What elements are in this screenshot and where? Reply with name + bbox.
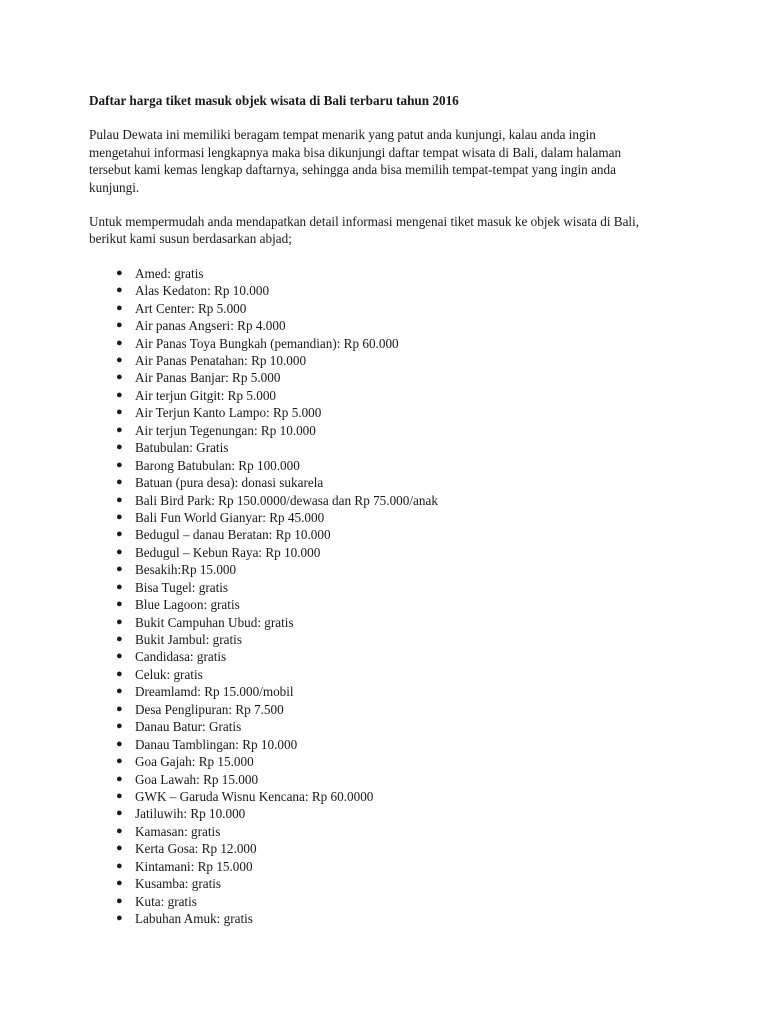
bullet-icon: ● [116, 737, 123, 750]
bullet-icon: ● [116, 563, 123, 576]
list-item [89, 509, 689, 526]
bullet-icon: ● [116, 493, 123, 506]
list-item-text: Candidasa: gratis [135, 649, 227, 665]
list-item-text: Batubulan: Gratis [135, 440, 229, 456]
list-item [89, 736, 689, 753]
list-item-text: Kerta Gosa: Rp 12.000 [135, 841, 257, 857]
list-item-text: Danau Tamblingan: Rp 10.000 [135, 736, 298, 752]
bullet-icon: ● [116, 580, 123, 593]
bullet-icon: ● [116, 720, 123, 733]
bullet-icon: ● [116, 807, 123, 820]
bullet-icon: ● [116, 877, 123, 890]
list-item [89, 404, 689, 421]
list-item [89, 561, 689, 578]
ticket-price-list [89, 265, 689, 928]
list-item [89, 300, 689, 317]
list-item-text: Celuk: gratis [135, 666, 203, 682]
list-item [89, 648, 689, 665]
list-item-text: Dreamlamd: Rp 15.000/mobil [135, 684, 294, 700]
list-item-text: Alas Kedaton: Rp 10.000 [135, 283, 270, 299]
list-item [89, 771, 689, 788]
list-item-text: Kintamani: Rp 15.000 [135, 858, 253, 874]
bullet-icon: ● [116, 667, 123, 680]
list-item-text: Goa Lawah: Rp 15.000 [135, 771, 259, 787]
list-item-text: Bedugul – danau Beratan: Rp 10.000 [135, 527, 331, 543]
list-item-text: Kusamba: gratis [135, 876, 222, 892]
list-item-text: Air Terjun Kanto Lampo: Rp 5.000 [135, 405, 322, 421]
bullet-icon: ● [116, 859, 123, 872]
bullet-icon: ● [116, 894, 123, 907]
list-item-text: Goa Gajah: Rp 15.000 [135, 754, 254, 770]
list-item [89, 666, 689, 683]
list-item-text: Air panas Angseri: Rp 4.000 [135, 318, 286, 334]
list-item-text: GWK – Garuda Wisnu Kencana: Rp 60.0000 [135, 788, 374, 804]
document-body [89, 92, 689, 927]
bullet-icon: ● [116, 772, 123, 785]
list-item [89, 805, 689, 822]
list-item [89, 614, 689, 631]
bullet-icon: ● [116, 336, 123, 349]
bullet-icon: ● [116, 702, 123, 715]
list-item [89, 875, 689, 892]
list-item-text: Kuta: gratis [135, 893, 197, 909]
list-item [89, 579, 689, 596]
list-item-text: Bukit Campuhan Ubud: gratis [135, 614, 294, 630]
list-item [89, 753, 689, 770]
bullet-icon: ● [116, 755, 123, 768]
list-item [89, 369, 689, 386]
list-item [89, 265, 689, 282]
list-item-text: Air Panas Banjar: Rp 5.000 [135, 370, 281, 386]
bullet-icon: ● [116, 476, 123, 489]
bullet-icon: ● [116, 284, 123, 297]
list-item-text: Air terjun Gitgit: Rp 5.000 [135, 387, 277, 403]
list-item-text: Batuan (pura desa): donasi sukarela [135, 475, 324, 491]
list-item-text: Amed: gratis [135, 265, 204, 281]
bullet-icon: ● [116, 545, 123, 558]
list-item [89, 422, 689, 439]
list-item-text: Air Panas Toya Bungkah (pemandian): Rp 60.000 [135, 335, 399, 351]
bullet-icon: ● [116, 650, 123, 663]
list-item-text: Barong Batubulan: Rp 100.000 [135, 457, 300, 473]
document-title: Daftar harga tiket masuk objek wisata di Bali terbaru tahun 2016 [89, 93, 459, 108]
list-item-text: Labuhan Amuk: gratis [135, 911, 253, 927]
list-item-text: Blue Lagoon: gratis [135, 597, 240, 613]
list-item-text: Bedugul – Kebun Raya: Rp 10.000 [135, 544, 321, 560]
bullet-icon: ● [116, 528, 123, 541]
bullet-icon: ● [116, 598, 123, 611]
list-item-text: Jatiluwih: Rp 10.000 [135, 806, 246, 822]
bullet-icon: ● [116, 912, 123, 925]
bullet-icon: ● [116, 441, 123, 454]
list-item [89, 858, 689, 875]
list-item-text: Bukit Jambul: gratis [135, 632, 242, 648]
list-item [89, 387, 689, 404]
bullet-icon: ● [116, 423, 123, 436]
bullet-icon: ● [116, 842, 123, 855]
bullet-icon: ● [116, 824, 123, 837]
list-item-text: Danau Batur: Gratis [135, 719, 242, 735]
list-item [89, 492, 689, 509]
bullet-icon: ● [116, 301, 123, 314]
list-item [89, 788, 689, 805]
list-item-text: Kamasan: gratis [135, 823, 221, 839]
list-item [89, 840, 689, 857]
bullet-icon: ● [116, 371, 123, 384]
bullet-icon: ● [116, 388, 123, 401]
bullet-icon: ● [116, 354, 123, 367]
list-item [89, 893, 689, 910]
list-item-text: Air terjun Tegenungan: Rp 10.000 [135, 422, 316, 438]
list-item [89, 596, 689, 613]
bullet-icon: ● [116, 319, 123, 332]
list-item [89, 439, 689, 456]
list-item-text: Art Center: Rp 5.000 [135, 300, 247, 316]
list-item [89, 317, 689, 334]
bullet-icon: ● [116, 615, 123, 628]
list-item-text: Air Panas Penatahan: Rp 10.000 [135, 353, 307, 369]
list-item [89, 823, 689, 840]
bullet-icon: ● [116, 406, 123, 419]
list-item-text: Bisa Tugel: gratis [135, 579, 229, 595]
intro-paragraph: Pulau Dewata ini memiliki beragam tempat menarik yang patut anda kunjungi, kalau anda ingin mengetahui informasi lengkapnya maka bisa dikunjungi daftar tempat wisata di Bali, dalam halaman tersebut kami kemas lengkap daftarnya, sehingga anda bisa memilih tempat-tempat yang ingin anda kunjungi. [89, 127, 622, 195]
bullet-icon: ● [116, 510, 123, 523]
list-item [89, 282, 689, 299]
list-item [89, 526, 689, 543]
list-item-text: Desa Penglipuran: Rp 7.500 [135, 701, 284, 717]
list-item [89, 701, 689, 718]
list-item-text: Bali Bird Park: Rp 150.0000/dewasa dan Rp 75.000/anak [135, 492, 438, 508]
list-item [89, 631, 689, 648]
list-item [89, 910, 689, 927]
list-item-text: Bali Fun World Gianyar: Rp 45.000 [135, 509, 325, 525]
list-item-text: Besakih:Rp 15.000 [135, 562, 237, 578]
bullet-icon: ● [116, 633, 123, 646]
list-item [89, 683, 689, 700]
list-intro-paragraph: Untuk mempermudah anda mendapatkan detail informasi mengenai tiket masuk ke objek wisata di Bali, berikut kami susun berdasarkan abjad; [89, 214, 640, 247]
bullet-icon: ● [116, 266, 123, 279]
bullet-icon: ● [116, 458, 123, 471]
list-item [89, 474, 689, 491]
bullet-icon: ● [116, 789, 123, 802]
list-item [89, 544, 689, 561]
bullet-icon: ● [116, 685, 123, 698]
list-item [89, 352, 689, 369]
list-item [89, 335, 689, 352]
list-item [89, 457, 689, 474]
list-item [89, 718, 689, 735]
